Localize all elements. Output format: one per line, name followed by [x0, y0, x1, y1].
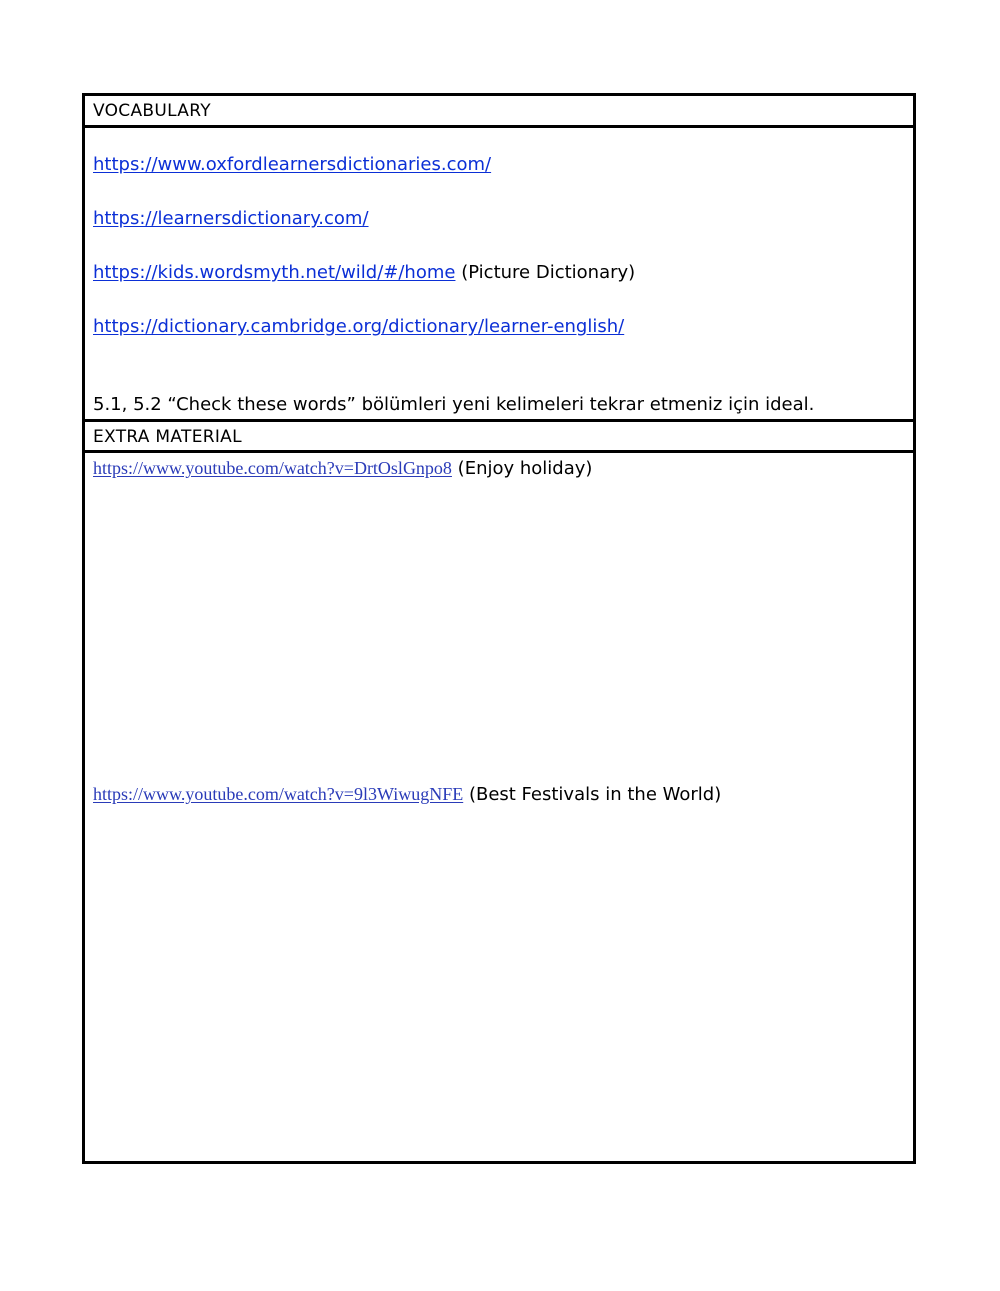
extra-link-row-enjoy-holiday: [93, 458, 592, 479]
wordsmyth-kids-link[interactable]: https://kids.wordsmyth.net/wild/#/home: [93, 262, 456, 283]
extra-material-header-row: [85, 422, 913, 453]
vocab-link-row-wordsmyth: [93, 262, 635, 283]
youtube-enjoy-holiday-link[interactable]: https://www.youtube.com/watch?v=DrtOslGnpo8: [93, 458, 452, 478]
oxford-dictionary-link[interactable]: https://www.oxfordlearnersdictionaries.com/: [93, 154, 492, 175]
vocabulary-header-row: [85, 96, 913, 128]
enjoy-holiday-note: (Enjoy holiday): [457, 458, 593, 479]
vocab-link-row-oxford: [93, 154, 491, 175]
cambridge-dictionary-link[interactable]: https://dictionary.cambridge.org/dictionary/learner-english/: [93, 316, 625, 337]
vocabulary-remark: 5.1, 5.2 “Check these words” bölümleri yeni kelimeleri tekrar etmeniz için ideal.: [93, 394, 815, 415]
vocab-link-row-cambridge: [93, 316, 624, 337]
youtube-best-festivals-link[interactable]: https://www.youtube.com/watch?v=9l3WiwugNFE: [93, 784, 464, 804]
best-festivals-note: (Best Festivals in the World): [468, 784, 722, 805]
vocabulary-header: VOCABULARY: [93, 101, 211, 121]
resource-table: [82, 93, 916, 1164]
vocabulary-body: [85, 128, 913, 422]
vocab-link-row-learners: [93, 208, 369, 229]
wordsmyth-note: (Picture Dictionary): [461, 262, 636, 283]
extra-material-header: EXTRA MATERIAL: [93, 427, 242, 447]
extra-material-body: [85, 453, 913, 1161]
learners-dictionary-link[interactable]: https://learnersdictionary.com/: [93, 208, 369, 229]
extra-link-row-best-festivals: [93, 784, 721, 805]
